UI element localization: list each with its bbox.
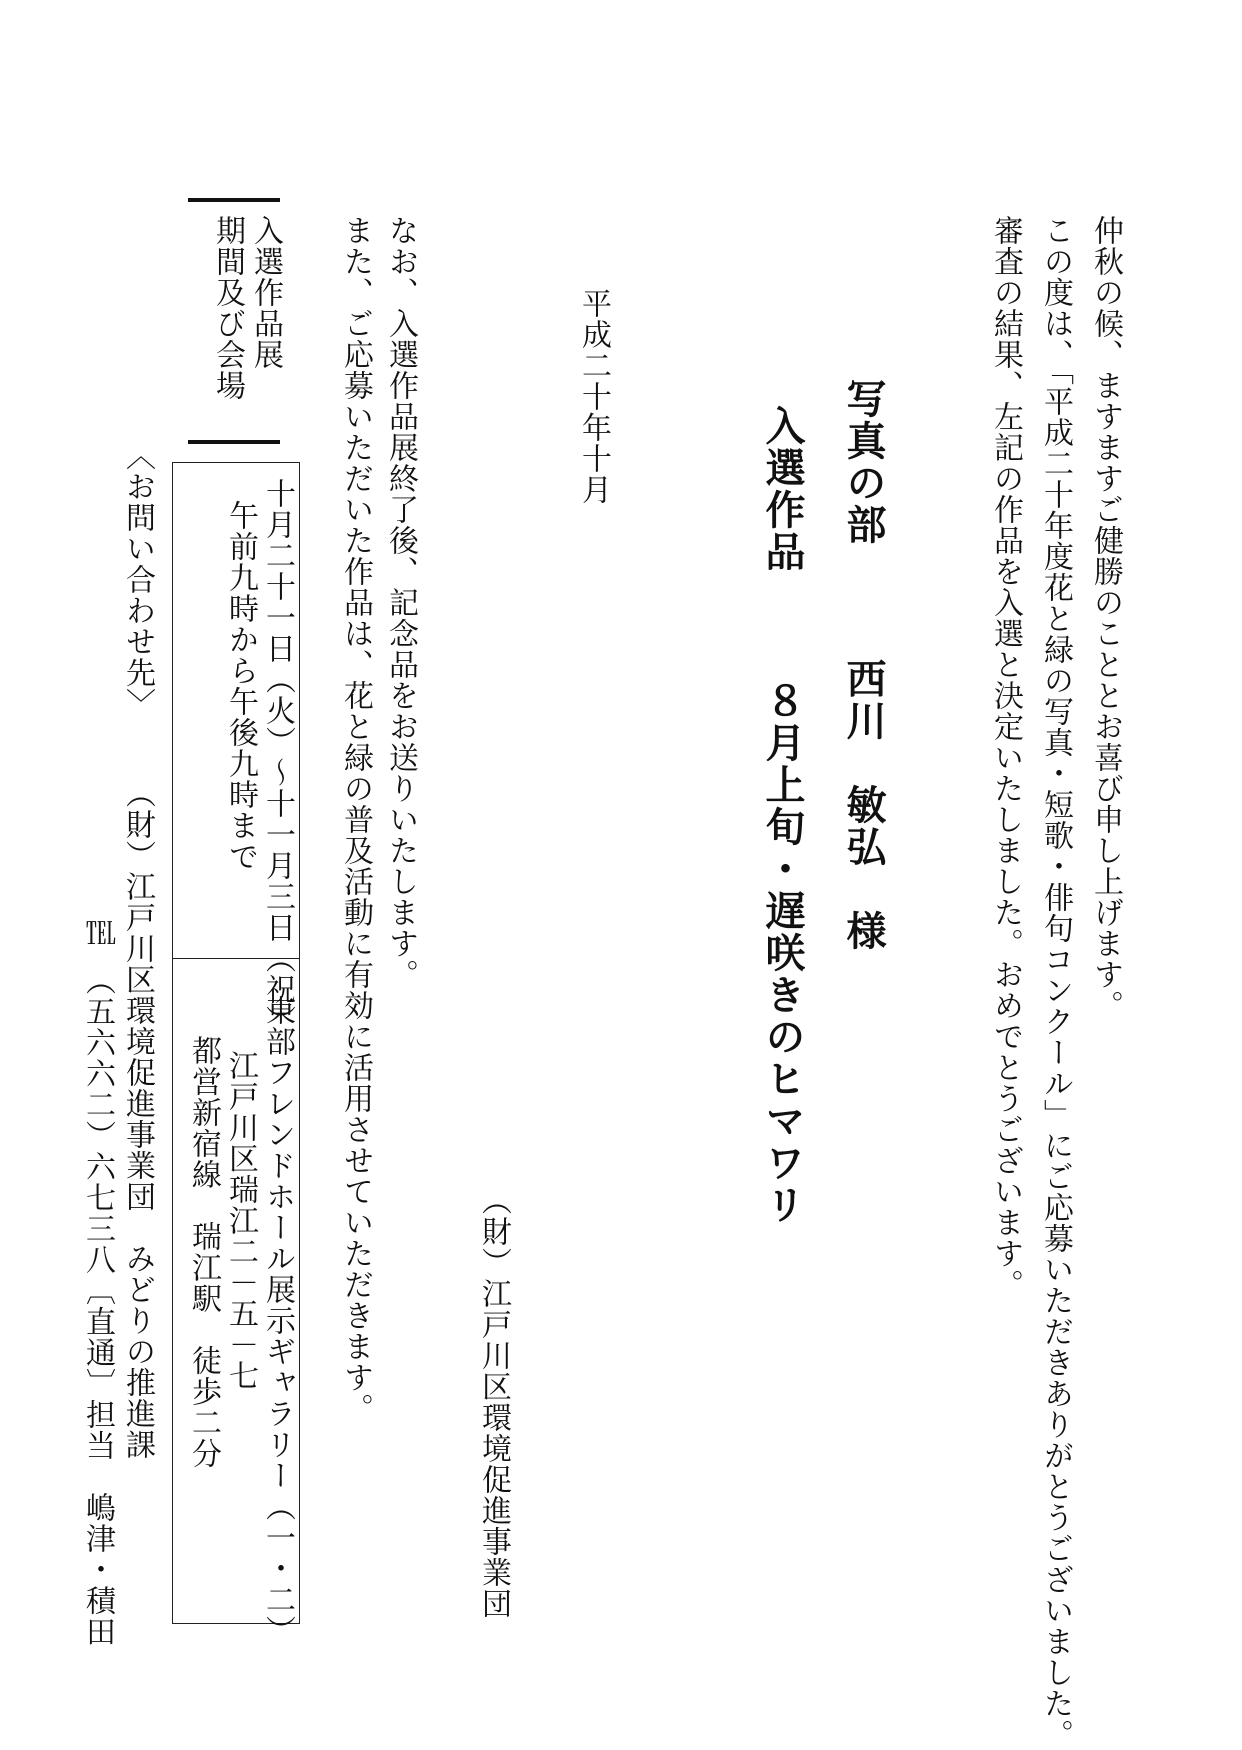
exhibit-label-top-bar <box>188 198 280 202</box>
letter-date: 平成二十年十月 <box>576 288 611 505</box>
contact-phone: ℡ （五六六二）六七三八〔直通〕担当 嶋津・積田 <box>80 918 115 1647</box>
award-label: 入選作品 <box>759 405 806 573</box>
award-category: 写真の部 <box>840 378 887 546</box>
exhibit-label-title: 入選作品展 <box>248 215 283 370</box>
thanks-line: この度は、「平成二十年度花と緑の写真・短歌・俳句コンクール」にご応募いただきありがとうございました。 <box>1038 215 1073 1750</box>
sender-organization: （財）江戸川区環境促進事業団 <box>476 1185 511 1619</box>
work-title: ８月上旬・遅咲きのヒマワリ <box>759 680 806 1226</box>
result-line: 審査の結果、左記の作品を入選と決定いたしました。おめでとうございます。 <box>988 215 1023 1300</box>
exhibit-label-subtitle: 期間及び会場 <box>210 215 245 401</box>
venue-access: 都営新宿線 瑞江駅 徒歩二分 <box>186 1035 221 1469</box>
venue-name: 東部フレンドホール展示ギャラリー（一・二） <box>260 995 295 1646</box>
greeting-line: 仲秋の候、ますますご健勝のこととお喜び申し上げます。 <box>1088 215 1123 1021</box>
note-line-2: また、ご応募いただいた作品は、花と緑の普及活動に有効に活用させていただきます。 <box>338 215 373 1424</box>
note-line-1: なお、入選作品展終了後、記念品をお送りいたします。 <box>383 215 418 990</box>
contact-organization: （財）江戸川区環境促進事業団 みどりの推進課 <box>120 778 155 1460</box>
exhibit-label-bottom-bar <box>188 440 280 444</box>
exhibit-hours: 午前九時から午後九時まで <box>223 500 258 872</box>
exhibit-period: 十月二十一日（火）～十一月三日（祝） <box>260 478 295 1036</box>
venue-address: 江戸川区瑞江二－五－七 <box>223 1050 258 1391</box>
recipient-name: 西川 敏弘 様 <box>840 658 887 952</box>
contact-label: 〈お問い合わせ先〉 <box>120 440 155 719</box>
